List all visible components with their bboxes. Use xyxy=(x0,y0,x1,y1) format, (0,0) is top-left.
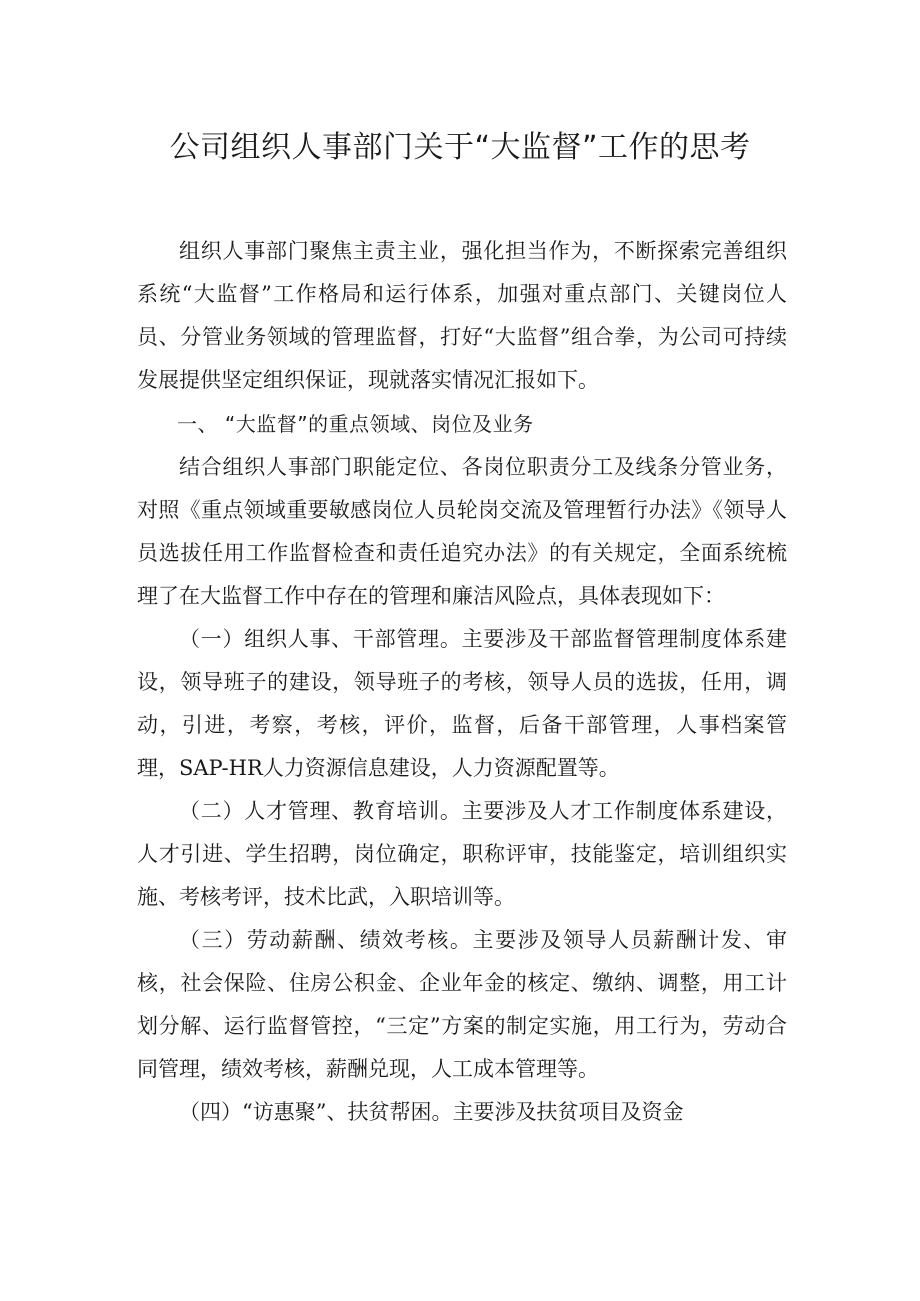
section-paragraph: 结合组织人事部门职能定位、各岗位职责分工及线条分管业务，对照《重点领域重要敏感岗位人员轮岗交流及管理暂行办法》《领导人员选拔任用工作监督检查和责任追究办法》的有关规定，全面系统梳理了在大监督工作中存在的管理和廉洁风险点，具体表现如下： xyxy=(137,455,787,608)
document-title: 公司组织人事部门关于“大监督”工作的思考 xyxy=(169,130,751,165)
section-heading: 一、 “大监督”的重点领域、岗位及业务 xyxy=(177,412,534,436)
list-item-paragraph: （二）人才管理、教育培训。主要涉及人才工作制度体系建设，人才引进、学生招聘，岗位确定，职称评审，技能鉴定，培训组织实施、考核考评，技术比武，入职培训等。 xyxy=(137,799,787,909)
intro-paragraph: 组织人事部门聚焦主责主业，强化担当作为，不断探索完善组织系统“大监督”工作格局和运行体系，加强对重点部门、关键岗位人员、分管业务领域的管理监督，打好“大监督”组合拳，为公司可持续发展提供坚定组织保证，现就落实情况汇报如下。 xyxy=(137,239,787,392)
document-body xyxy=(137,230,787,1134)
list-item-paragraph: （四）“访惠聚”、扶贫帮困。主要涉及扶贫项目及资金 xyxy=(179,1100,684,1124)
list-item-paragraph: （三）劳动薪酬、绩效考核。主要涉及领导人员薪酬计发、审核，社会保险、住房公积金、企业年金的核定、缴纳、调整，用工计划分解、运行监督管控，“三定”方案的制定实施，用工行为，劳动合同管理，绩效考核，薪酬兑现，人工成本管理等。 xyxy=(137,928,787,1081)
list-item-paragraph: （一）组织人事、干部管理。主要涉及干部监督管理制度体系建设，领导班子的建设，领导班子的考核，领导人员的选拔，任用，调动，引进，考察，考核，评价，监督，后备干部管理，人事档案管理，SAP-HR人力资源信息建设，人力资源配置等。 xyxy=(137,627,787,780)
